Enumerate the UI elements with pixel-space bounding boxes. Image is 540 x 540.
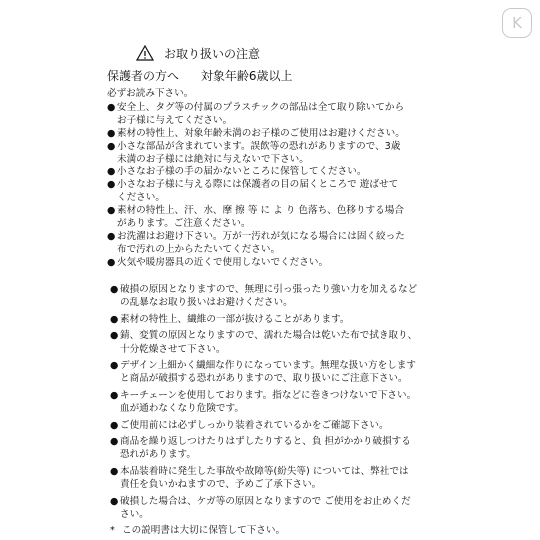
footer-mark: *	[110, 525, 115, 537]
caution-item-text: 小さな部品が含まれています。誤飲等の恐れがありますので、3歳未満のお子様には絶対に与えないで下さい。	[117, 140, 401, 165]
caution-item-text: 素材の特性上、汗、水、摩 擦 等 に よ り 色落ち、色移りする場合があります。ご注意ください。	[117, 205, 404, 230]
bullet-icon: ●	[110, 360, 119, 372]
caution-item-text: 本品装着時に発生した事故や故障等(紛失等) については、弊社では責任を負いかねますので、予めご了承下さい。	[120, 465, 409, 491]
caution-item	[110, 359, 418, 386]
caution-item	[110, 495, 418, 522]
caution-item	[107, 128, 407, 141]
bullet-icon: ●	[107, 205, 116, 217]
bullet-icon: ●	[107, 256, 116, 268]
footer-text: この説明書は大切に保管して下さい。	[122, 525, 286, 537]
caution-item	[110, 465, 418, 492]
caution-item	[110, 283, 418, 310]
footer-note	[110, 524, 418, 537]
caution-item	[110, 313, 418, 326]
bullet-icon: ●	[110, 389, 119, 401]
brand-logo: K	[502, 8, 532, 38]
caution-item	[110, 329, 418, 356]
caution-item-text: 小さなお子様に与える際には保護者の目の届くところで 遊ばせてください。	[117, 179, 399, 204]
bullet-icon: ●	[110, 330, 119, 342]
bullet-icon: ●	[107, 101, 116, 113]
caution-item	[107, 141, 407, 167]
caution-item	[110, 435, 418, 462]
caution-item	[107, 205, 407, 231]
age-label: 対象年齢6歳以上	[200, 69, 293, 83]
notice-title: お取り扱いの注意	[164, 46, 261, 61]
caution-item-text: ご使用前には必ずしっかり装着されているかをご確認下さい。	[120, 419, 389, 431]
bullet-icon: ●	[107, 140, 116, 152]
caution-item-text: キーチェーンを使用しております。指などに巻きつけないで下さい。血が通わなくなり危険です。	[120, 389, 417, 415]
caution-item	[107, 257, 407, 270]
caution-item-text: 素材の特性上、対象年齢未満のお子様のご使用はお避けください。	[117, 127, 405, 139]
caution-item-text: お洗濯はお避け下さい。万が一汚れが気になる場合には固く絞った布で汚れの上からたたいてください。	[117, 230, 405, 255]
caution-section-1	[107, 88, 407, 270]
bullet-icon: ●	[107, 127, 116, 139]
caution-item-text: 破損の原因となりますので、無理に引っ張ったり強い力を加えるなどの乱暴なお取り扱いはお避けください。	[120, 284, 418, 309]
bullet-icon: ●	[107, 166, 116, 178]
bullet-icon: ●	[107, 179, 116, 191]
caution-item-text: 小さなお子様の手の届かないところに保管してください。	[117, 166, 367, 178]
bullet-icon: ●	[110, 465, 119, 477]
bullet-icon: ●	[107, 230, 116, 242]
caution-item	[107, 166, 407, 179]
bullet-icon: ●	[110, 313, 119, 325]
caution-item	[107, 179, 407, 205]
warning-triangle-icon	[136, 45, 154, 61]
caution-item-text: 安全上、タグ等の付属のプラスチックの部品は全て取り除いてからお子様に与えてください。	[117, 101, 405, 126]
caution-list-2	[110, 283, 418, 521]
caution-item-text: 素材の特性上、繊維の一部が抜けることがあります。	[120, 313, 350, 325]
bullet-icon: ●	[110, 419, 119, 431]
caution-item	[110, 389, 418, 416]
bullet-icon: ●	[110, 284, 119, 295]
caution-item-text: 商品を繰り返しつけたりはずしたりすると、負 担がかかり破損する恐れがあります。	[120, 436, 411, 461]
guardian-label: 保護者の方へ	[107, 69, 180, 83]
caution-item	[110, 419, 418, 432]
bullet-icon: ●	[110, 495, 119, 507]
bullet-icon: ●	[110, 436, 119, 448]
caution-list-1	[107, 102, 407, 270]
notice-title-row	[136, 44, 260, 62]
caution-item	[107, 231, 407, 257]
caution-item	[107, 102, 407, 128]
caution-item-text: 錆、変質の原因となりますので、濡れた場合は乾いた布で拭き取り、十分乾燥させて下さい。	[120, 330, 418, 355]
read-first-notice: 必ずお読み下さい。	[107, 88, 194, 99]
caution-item-text: 破損した場合は、ケガ等の原因となりますので ご使用をお止めください。	[120, 495, 411, 520]
guardian-line	[107, 67, 292, 84]
caution-section-2	[110, 283, 418, 538]
caution-item-text: 火気や暖房器具の近くで使用しないでください。	[117, 256, 329, 268]
caution-item-text: デザイン上細かく繊細な作りになっています。無理な扱い方をしますと商品が破損する恐れがありますので、取り扱いにご注意下さい。	[120, 360, 416, 385]
